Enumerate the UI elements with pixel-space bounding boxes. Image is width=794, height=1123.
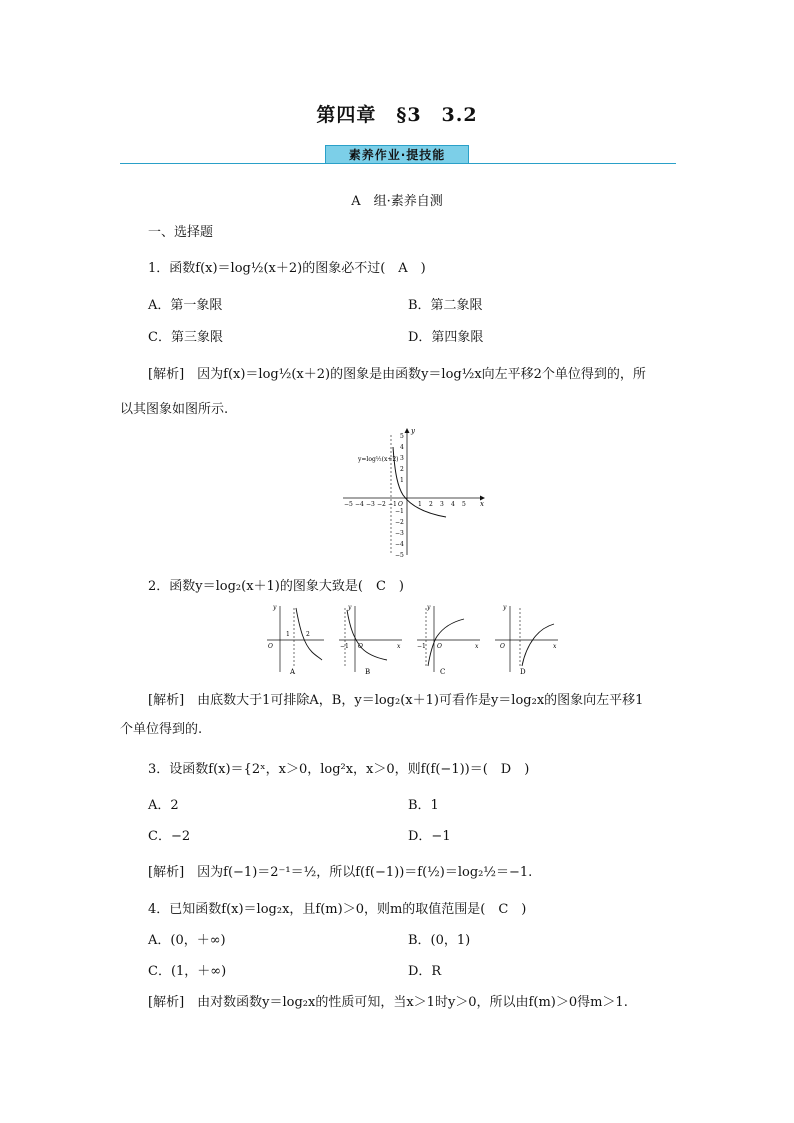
q1-y-tick: 5 [400, 433, 404, 440]
q1-x-tick: O [398, 501, 403, 508]
q1-graph [338, 425, 488, 560]
q3-explanation: [解析] 因为f(−1)＝2⁻¹＝½，所以f(f(−1))＝f(½)＝log₂½＝−1. [148, 865, 533, 880]
q1-y-tick: 4 [400, 444, 404, 451]
q1-x-tick: −1 [388, 501, 397, 508]
header-rule [120, 163, 676, 164]
q4-option-d: D．R [408, 964, 442, 979]
q1-x-tick: −5 [344, 501, 353, 508]
q1-y-tick: −5 [395, 552, 404, 559]
q2-graph-c [417, 604, 480, 676]
q2-explanation-line1: [解析] 由底数大于1可排除A，B，y＝log₂(x＋1)可看作是y＝log₂x的图象向左平移1 [148, 693, 644, 708]
q1-x-tick: 3 [440, 501, 444, 508]
q1-x-tick: −4 [355, 501, 364, 508]
q4-explanation: [解析] 由对数函数y＝log₂x的性质可知，当x＞1时y＞0，所以由f(m)＞0得m＞1. [148, 995, 628, 1010]
q4-option-c: C．(1，＋∞) [148, 964, 227, 979]
svg-text:1: 1 [286, 631, 290, 638]
q1-y-tick: 3 [400, 455, 404, 462]
svg-text:2: 2 [306, 631, 310, 638]
svg-text:y: y [503, 604, 507, 611]
q2-label-c: C [440, 668, 446, 676]
q1-x-tick: 4 [451, 501, 455, 508]
svg-text:y: y [273, 604, 277, 611]
q1-x-tick: 2 [429, 501, 433, 508]
q1-y-tick: −4 [395, 541, 404, 548]
q2-graph-d [495, 604, 558, 676]
svg-text:O: O [358, 643, 363, 650]
svg-text:x: x [480, 500, 484, 508]
q2-explanation-line2: 个单位得到的. [120, 722, 203, 737]
svg-text:x: x [475, 643, 479, 650]
q1-y-tick: −3 [395, 530, 404, 537]
q1-explanation-line2: 以其图象如图所示. [120, 402, 229, 417]
q3-stem: 3．设函数f(x)＝{2ˣ，x＞0，log²x，x＞0，则f(f(−1))＝( D ) [148, 762, 530, 777]
section-badge: 素养作业·提技能 [325, 145, 469, 164]
svg-text:x: x [553, 643, 557, 650]
q1-explanation-line1: [解析] 因为f(x)＝log½(x＋2)的图象是由函数y＝log½x向左平移2个单位得到的，所 [148, 367, 646, 382]
q1-stem: 1．函数f(x)＝log½(x＋2)的图象必不过( A ) [148, 261, 426, 276]
q2-graph-a [267, 604, 324, 676]
svg-text:y: y [411, 427, 415, 435]
q3-option-c: C．−2 [148, 829, 191, 844]
svg-text:−1: −1 [417, 643, 426, 650]
q3-option-b: B．1 [408, 798, 439, 813]
q4-option-b: B．(0，1) [408, 933, 471, 948]
section-heading: 一、选择题 [148, 225, 214, 240]
q4-option-a: A．(0，＋∞) [148, 933, 226, 948]
q1-x-tick: −3 [366, 501, 375, 508]
q2-figures [262, 600, 562, 678]
q3-option-a: A．2 [148, 798, 179, 813]
q1-y-tick: −1 [395, 508, 404, 515]
q2-label-a: A [290, 668, 296, 676]
q1-x-tick: 5 [462, 501, 466, 508]
q4-stem: 4．已知函数f(x)＝log₂x，且f(m)＞0，则m的取值范围是( C ) [148, 902, 527, 917]
q1-graph-label: y=log½(x+2) [358, 456, 399, 463]
q2-label-d: D [520, 668, 526, 676]
svg-text:O: O [500, 643, 505, 650]
q1-y-tick: −2 [395, 519, 404, 526]
q2-label-b: B [365, 668, 371, 676]
q3-option-d: D．−1 [408, 829, 451, 844]
svg-text:y: y [427, 604, 431, 611]
q2-stem: 2．函数y＝log₂(x＋1)的图象大致是( C ) [148, 579, 404, 594]
svg-text:−1: −1 [340, 643, 349, 650]
q1-x-tick: −2 [377, 501, 386, 508]
q1-option-a: A．第一象限 [148, 298, 223, 313]
q1-y-tick: 1 [400, 477, 404, 484]
q1-option-c: C．第三象限 [148, 330, 223, 345]
svg-text:x: x [397, 643, 401, 650]
q1-y-tick: 2 [400, 466, 404, 473]
group-heading: A 组·素养自测 [351, 194, 443, 209]
q1-x-tick: 1 [418, 501, 422, 508]
q1-option-b: B．第二象限 [408, 298, 483, 313]
svg-text:O: O [268, 643, 273, 650]
page-title: 第四章 §3 3.2 [316, 104, 478, 126]
q2-graph-b [339, 604, 402, 676]
svg-text:y: y [348, 604, 352, 611]
svg-text:O: O [437, 643, 442, 650]
q1-option-d: D．第四象限 [408, 330, 484, 345]
